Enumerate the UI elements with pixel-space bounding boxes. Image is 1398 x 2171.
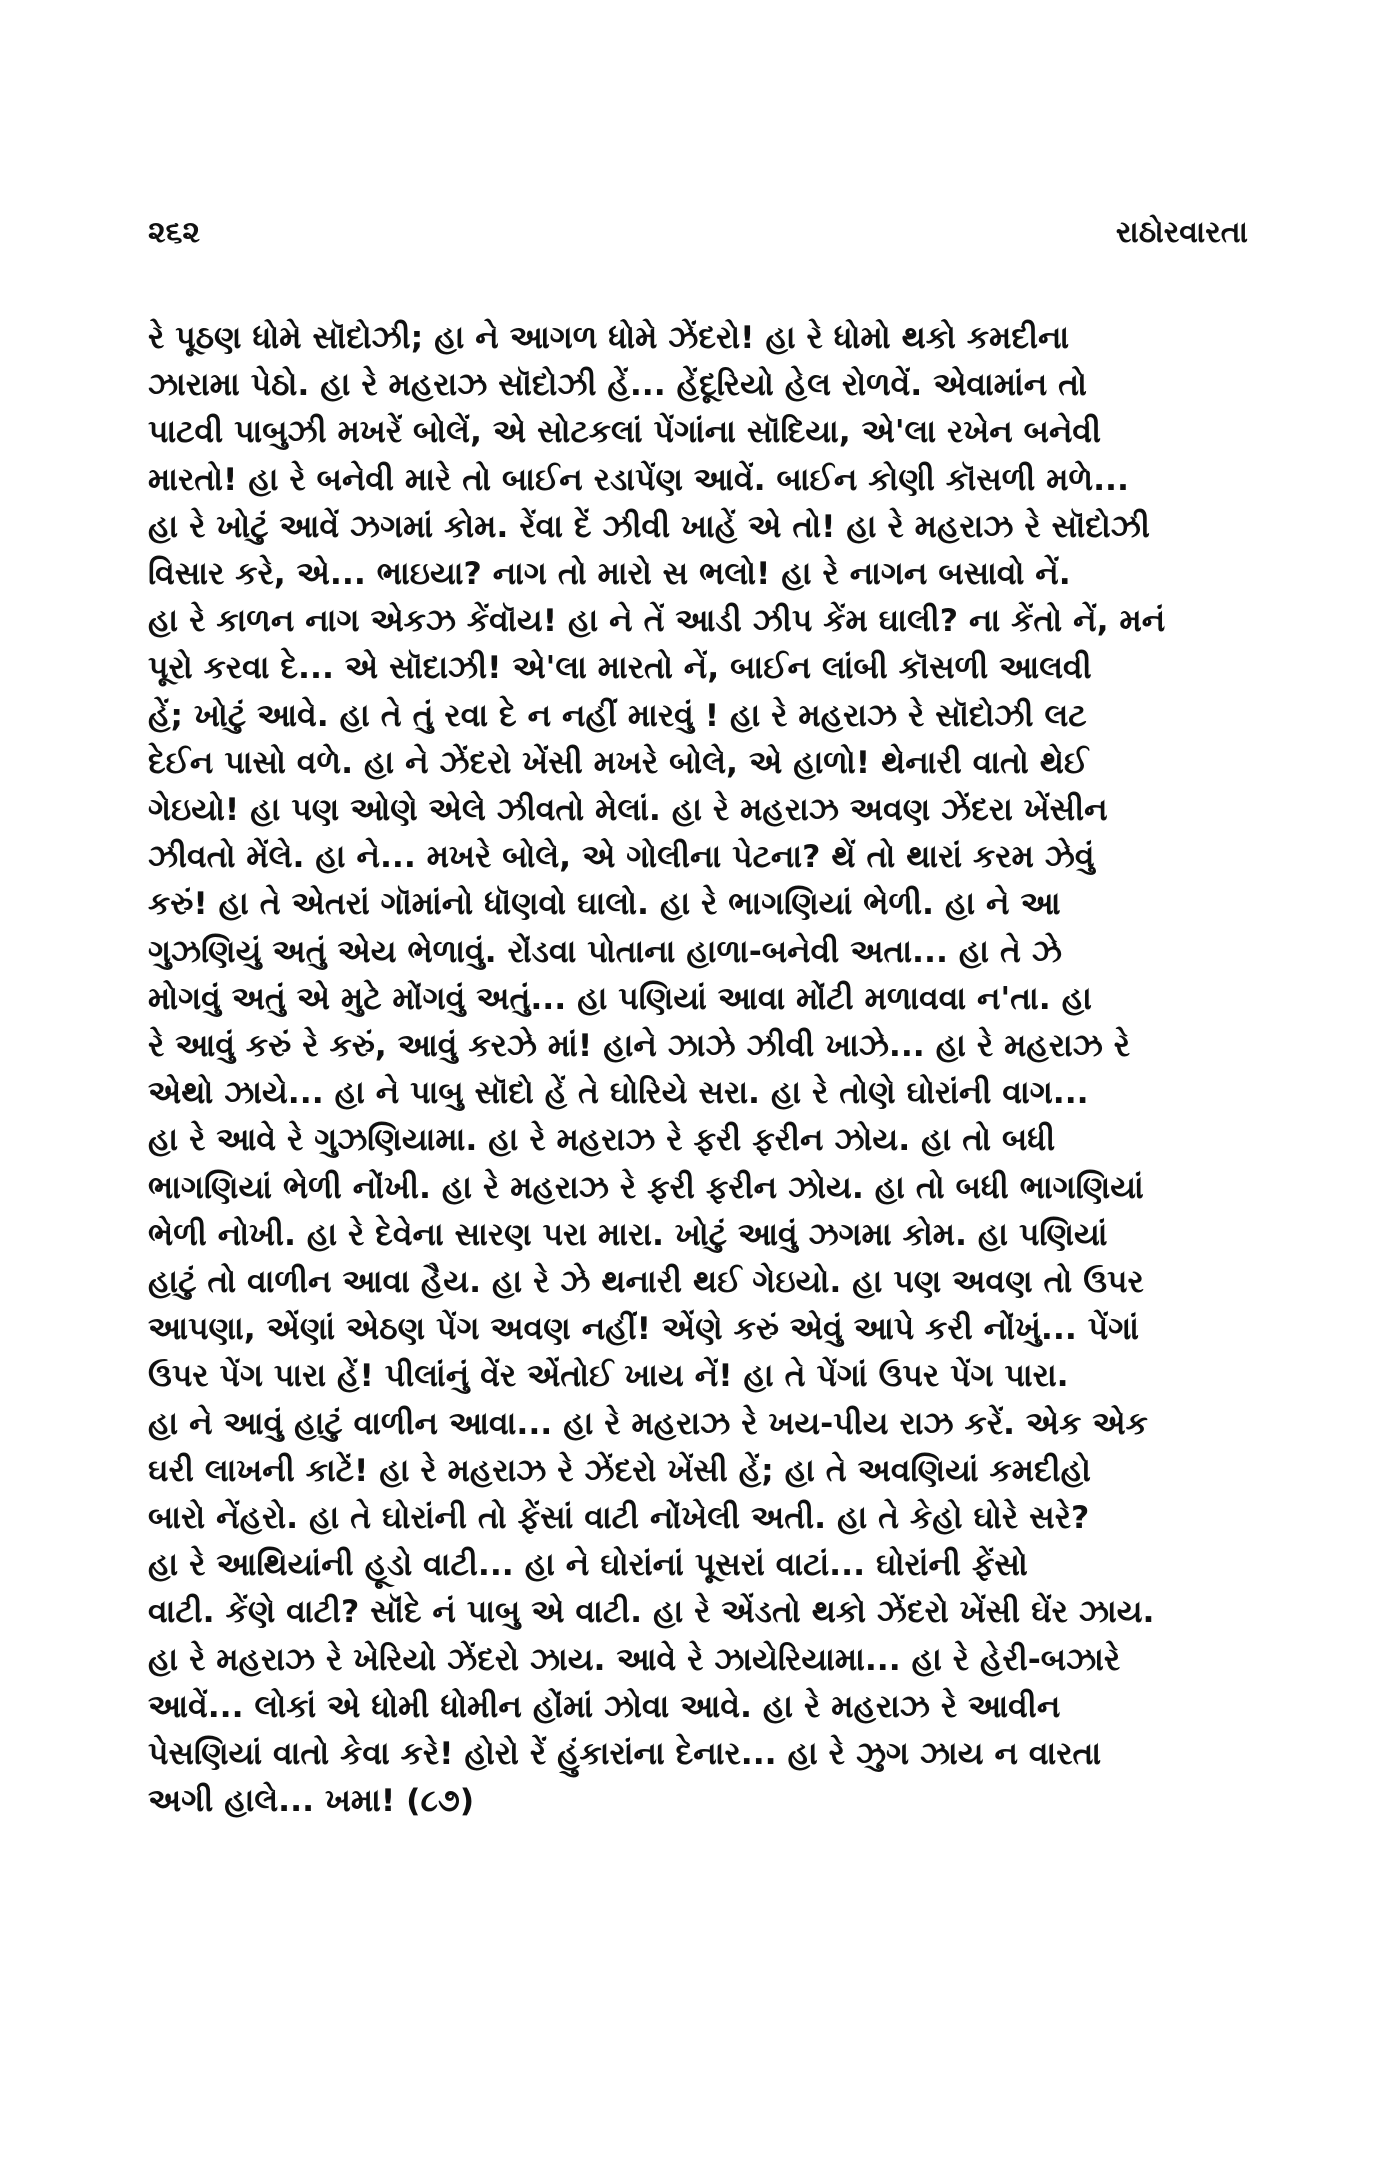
text-line: ઉપર પેંગ પારા હેં! પીલાંનું વેંર એંતોઈ ખાય નેં! હા તે પેંગાં ઉપર પેંગ પારા. <box>148 1358 1069 1395</box>
text-line: હા રે આથિયાંની હૂડો વાટી... હા ને ઘોરાંનાં પૂસરાં વાટાં... ઘોરાંની ફેંસો <box>148 1547 1028 1584</box>
text-line: ઘરી લાખની કાટેં! હા રે મહરાઝ રે ઝેંદરો ખેંસી હેં; હા તે અવણિયાં કમદીહો <box>148 1452 1091 1489</box>
text-line: પૂરો કરવા દે... એ સૉદાઝી! એ'લા મારતો નેં, બાઈન લાંબી કૉસળી આલવી <box>148 650 1092 687</box>
text-line: રે પૂઠણ ધોમે સૉદોઝી; હા ને આગળ ધોમે ઝેંદરો! હા રે ધોમો થકો કમદીના <box>148 320 1070 356</box>
text-line: અગી હાલે... ખમા! (૮૭) <box>148 1783 475 1820</box>
text-line: હા રે આવે રે ગુઝણિયામા. હા રે મહરાઝ રે ફરી ફરીન ઝોય. હા તો બધી <box>148 1122 1056 1159</box>
text-line: રે આવું કરું રે કરું, આવું કરઝે માં! હાને ઝાઝે ઝીવી ખાઝે... હા રે મહરાઝ રે <box>148 1028 1131 1065</box>
text-line: પાટવી પાબુઝી મખરેં બોલેં, એ સોટકલાં પેંગાંના સૉદિયા, એ'લા રખેન બનેવી <box>148 414 1102 451</box>
page-header <box>148 215 1248 275</box>
text-line: એથો ઝાયે... હા ને પાબુ સૉદો હેં તે ઘોરિયે સરા. હા રે તોણે ઘોરાંની વાગ... <box>148 1075 1089 1112</box>
text-line: આપણા, એંણાં એઠણ પેંગ અવણ નહીં! એંણે કરું એવું આપે કરી નોંખું... પેંગાં <box>148 1311 1139 1348</box>
text-line: હા રે ખોટું આવેં ઝગમાં કોમ. રેંવા દેં ઝીવી ખાહેં એ તો! હા રે મહરાઝ રે સૉદોઝી <box>148 508 1150 545</box>
text-line: દેઈન પાસો વળે. હા ને ઝેંદરો ખેંસી મખરે બોલે, એ હાળો! થેનારી વાતો થેઈ <box>148 744 1089 781</box>
text-line: હાટું તો વાળીન આવા હૈય. હા રે ઝે થનારી થઈ ગેઇયો. હા પણ અવણ તો ઉપર <box>148 1264 1144 1301</box>
text-line: હા ને આવું હાટું વાળીન આવા... હા રે મહરાઝ રે ખય-પીય રાઝ કરેં. એક એક <box>148 1405 1148 1442</box>
text-line: ઝારામા પેઠો. હા રે મહરાઝ સૉદોઝી હેં... હેંદૂરિયો હેલ રોળવેં. એવામાંન તો <box>148 367 1087 404</box>
text-line: હેં; ખોટું આવે. હા તે તું રવા દે ન નહીં મારવું ! હા રે મહરાઝ રે સૉદોઝી લટ <box>148 697 1087 734</box>
running-title: રાઠોરવારતા <box>1115 215 1248 250</box>
text-line: આવેં... લોકાં એ ધોમી ધોમીન હોંમાં ઝોવા આવે. હા રે મહરાઝ રે આવીન <box>148 1688 1061 1725</box>
page-number: ૨૬૨ <box>148 215 201 250</box>
text-line: હા રે કાળન નાગ એકઝ કેંવૉય! હા ને તેં આડી ઝીપ કેંમ ઘાલી? ના કેંતો નેં, મનં <box>148 603 1166 640</box>
text-line: હા રે મહરાઝ રે ખેરિયો ઝેંદરો ઝાય. આવે રે ઝાયેરિયામા... હા રે હેરી-બઝારે <box>148 1641 1121 1678</box>
text-line: મારતો! હા રે બનેવી મારે તો બાઈન રડાપેંણ આવેં. બાઈન કોણી કૉસળી મળે... <box>148 461 1129 498</box>
text-line: ભાગણિયાં ભેળી નોંખી. હા રે મહરાઝ રે ફરી ફરીન ઝોય. હા તો બધી ભાગણિયાં <box>148 1169 1144 1206</box>
text-line: ભેળી નોખી. હા રે દેવેના સારણ પરા મારા. ખોટું આવું ઝગમા કોમ. હા પણિયાં <box>148 1216 1108 1253</box>
text-line: પેસણિયાં વાતો કેવા કરે! હોરો રેં હુંકારાંના દેનાર... હા રે ઝુગ ઝાય ન વારતા <box>148 1736 1102 1773</box>
text-line: ગુઝણિયું અતું એય ભેળાવું. રોંડવા પોતાના હાળા-બનેવી અતા... હા તે ઝે <box>148 933 1062 970</box>
text-line: વિસાર કરે, એ... ભાઇયા? નાગ તો મારો સ ભલો! હા રે નાગન બસાવો નેં. <box>148 556 1071 593</box>
document-page <box>148 215 1248 1826</box>
text-line: મોગવું અતું એ મુટે મોંગવું અતું... હા પણિયાં આવા મોંટી મળાવવા ન'તા. હા <box>148 980 1092 1017</box>
body-text <box>148 315 1248 1826</box>
text-line: ગેઇયો! હા પણ ઓણે એલે ઝીવતો મેલાં. હા રે મહરાઝ અવણ ઝેંદરા ખેંસીન <box>148 792 1108 829</box>
text-line: કરું! હા તે એતરાં ગૉમાંનો ધૉણવો ઘાલો. હા રે ભાગણિયાં ભેળી. હા ને આ <box>148 886 1061 923</box>
text-line: ઝીવતો મેંલે. હા ને... મખરે બોલે, એ ગોલીના પેટના? થેં તો થારાં કરમ ઝેવું <box>148 839 1095 876</box>
text-line: બારો નેંહરો. હા તે ઘોરાંની તો ફેંસાં વાટી નોંખેલી અતી. હા તે કેહો ઘોરે સરે? <box>148 1500 1090 1537</box>
text-line: વાટી. કેંણે વાટી? સૉંદે નં પાબુ એ વાટી. હા રે એંડતો થકો ઝેંદરો ખેંસી ઘેંર ઝાય. <box>148 1594 1155 1631</box>
